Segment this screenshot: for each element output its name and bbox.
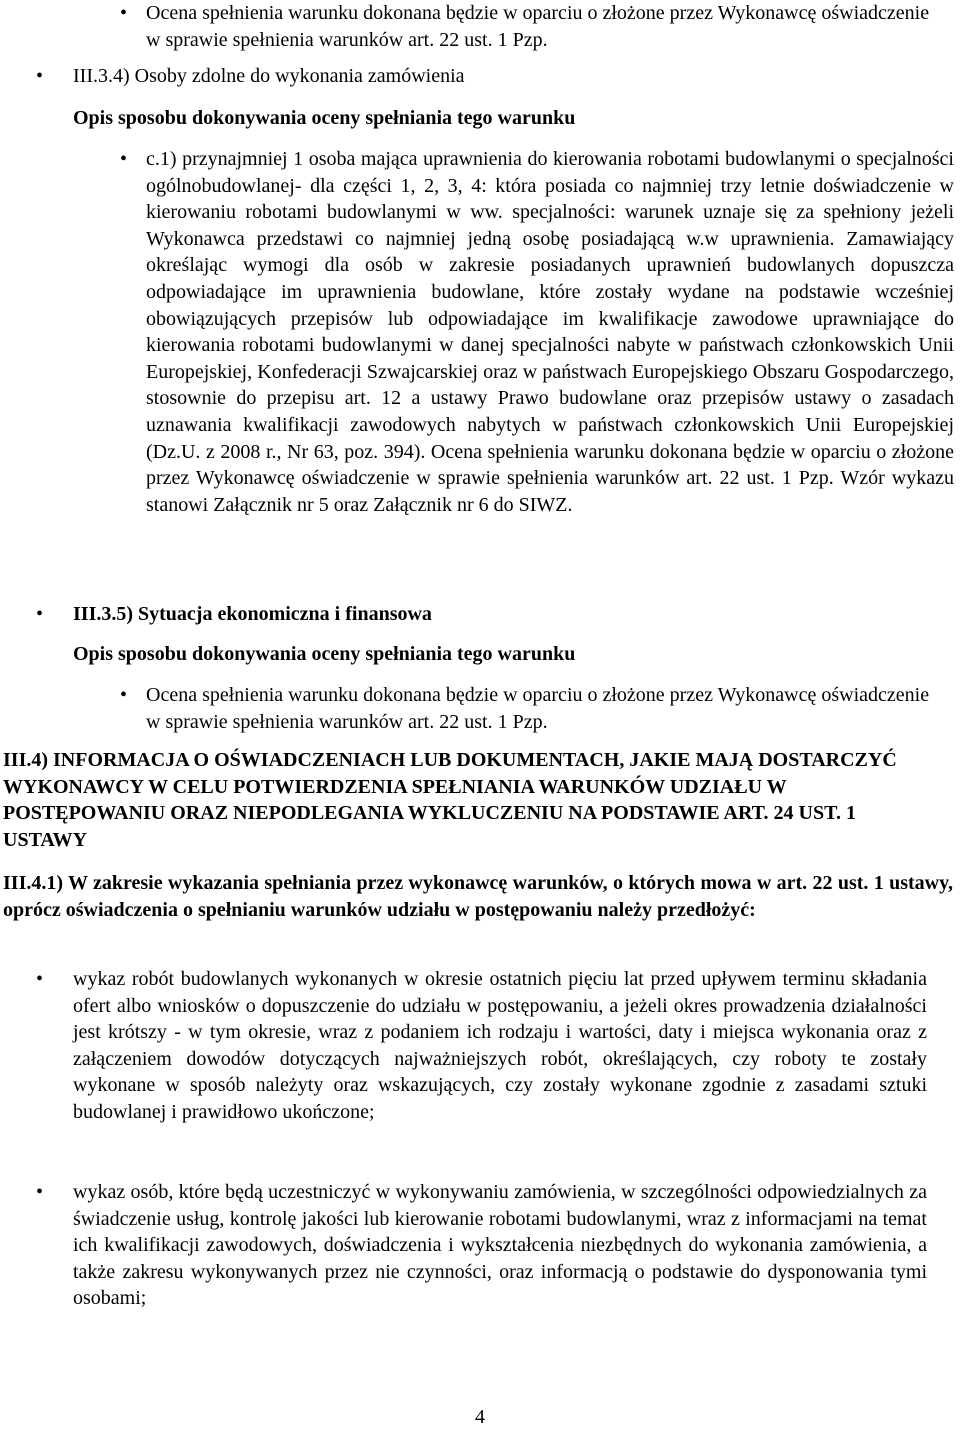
section-heading-341: [3, 870, 953, 923]
bullet-marker: •: [120, 148, 128, 170]
list-item-osoby: [73, 1179, 927, 1312]
page-number: 4: [475, 1406, 485, 1428]
bullet-marker: •: [120, 2, 128, 24]
section-subheading-334: [73, 105, 933, 132]
bullet-marker: •: [36, 968, 44, 990]
list-item-text: Ocena spełnienia warunku dokonana będzie w oparciu o złożone przez Wykonawcę oświadczenie w sprawie spełnienia warunków art. 22 ust. 1 Pzp.: [146, 684, 930, 733]
bullet-marker: •: [36, 603, 44, 625]
bullet-marker: •: [36, 65, 44, 87]
section-heading: III.4) INFORMACJA O OŚWIADCZENIACH LUB DOKUMENTACH, JAKIE MAJĄ DOSTARCZYĆ WYKONAWCY W CELU POTWIERDZENIA SPEŁNIANIA WARUNKÓW UDZIAŁU W POSTĘPOWANIU ORAZ NIEPODLEGANIA WYKLUCZENIU NA PODSTAWIE ART. 24 UST. 1 USTAWY: [3, 749, 897, 851]
list-item-text: c.1) przynajmniej 1 osoba mająca uprawnienia do kierowania robotami budowlanymi o specjalności ogólnobudowlanej- dla części 1, 2, 3, 4: która posiada co najmniej trzy letnie doświadczenie w kierowaniu robotami budowlanymi w ww. specjalności: warunek uznaje się za spełniony jeżeli Wykonawca przedstawi co najmniej jedną osobę posiadającą w.w uprawnienia. Zamawiający określając wymogi dla osób w zakresie posiadanych uprawnień budowlanych dopuszcza odpowiadające im uprawnienia budowlane, które zostały wydane na podstawie wcześniej obowiązujących przepisów lub odpowiadające im kwalifikacje zawodowe uprawniające do kierowania robotami budowlanymi w danej specjalności nabyte w państwach członkowskich Unii Europejskiej, Konfederacji Szwajcarskiej oraz w państwach Europejskiego Obszaru Gospodarczego, stosownie do przepisu art. 12 a ustawy Prawo budowlane oraz przepisów ustawy o zasadach uznawania kwalifikacji zawodowych nabytych w państwach członkowskich Unii Europejskiej (Dz.U. z 2008 r., Nr 63, poz. 394). Ocena spełnienia warunku dokonana będzie w oparciu o złożone przez Wykonawcę oświadczenie w sprawie spełnienia warunków art. 22 ust. 1 Pzp. Wzór wykazu stanowi Załącznik nr 5 oraz Załącznik nr 6 do SIWZ.: [146, 148, 954, 516]
list-item-roboty: [73, 966, 927, 1126]
section-heading-34: [3, 747, 903, 853]
list-item-335: [146, 682, 946, 735]
section-heading-334: [73, 63, 933, 90]
list-item-c1: [146, 146, 954, 518]
section-subheading: Opis sposobu dokonywania oceny spełniania tego warunku: [73, 643, 576, 665]
list-item-text: wykaz robót budowlanych wykonanych w okresie ostatnich pięciu lat przed upływem terminu składania ofert albo wniosków o dopuszczenie do udziału w postępowaniu, a jeżeli okres prowadzenia działalności jest krótszy - w tym okresie, wraz z podaniem ich rodzaju i wartości, daty i miejsca wykonania oraz z załączeniem dowodów dotyczących najważniejszych robót, określających, czy roboty te zostały wykonane w sposób należyty oraz wskazujących, czy zostały wykonane zgodnie z zasadami sztuki budowlanej i prawidłowo ukończone;: [73, 968, 927, 1123]
section-heading: III.4.1) W zakresie wykazania spełniania przez wykonawcę warunków, o których mowa w art. 22 ust. 1 ustawy, oprócz oświadczenia o spełnianiu warunków udziału w postępowaniu należy przedłożyć:: [3, 872, 953, 921]
section-heading: III.3.4) Osoby zdolne do wykonania zamówienia: [73, 65, 465, 87]
section-heading: III.3.5) Sytuacja ekonomiczna i finansowa: [73, 603, 432, 625]
section-subheading: Opis sposobu dokonywania oceny spełniania tego warunku: [73, 107, 576, 129]
list-item-text: wykaz osób, które będą uczestniczyć w wykonywaniu zamówienia, w szczególności odpowiedzialnych za świadczenie usług, kontrolę jakości lub kierowanie robotami budowlanymi, wraz z informacjami na temat ich kwalifikacji zawodowych, doświadczenia i wykształcenia niezbędnych do wykonania zamówienia, a także zakresu wykonywanych przez nie czynności, oraz informacją o podstawie do dysponowania tymi osobami;: [73, 1181, 927, 1310]
bullet-marker: •: [120, 684, 128, 706]
section-subheading-335: [73, 641, 933, 668]
list-item-top: [146, 0, 946, 53]
list-item-text: Ocena spełnienia warunku dokonana będzie w oparciu o złożone przez Wykonawcę oświadczenie w sprawie spełnienia warunków art. 22 ust. 1 Pzp.: [146, 2, 930, 51]
section-heading-335: [73, 601, 933, 628]
bullet-marker: •: [36, 1181, 44, 1203]
